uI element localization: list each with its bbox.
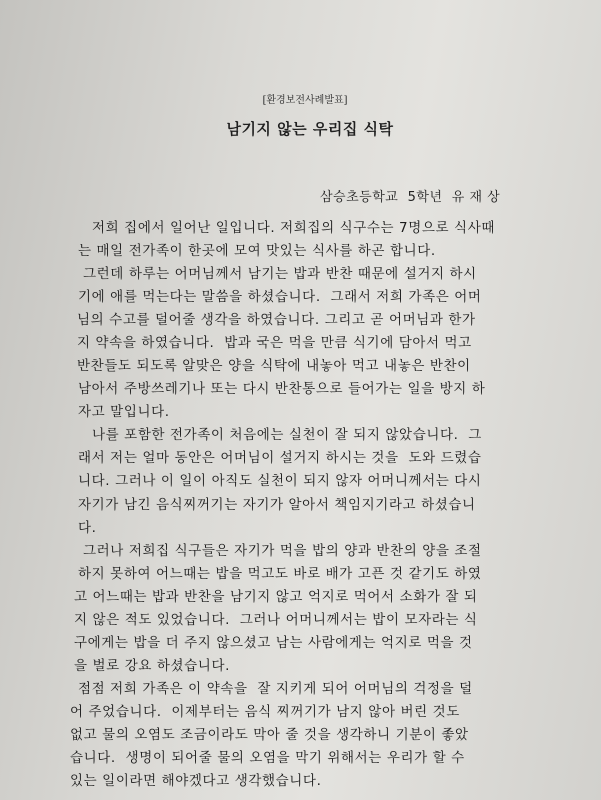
body-line: 다. xyxy=(78,520,97,536)
body-line: 기에 애를 먹는다는 말씀을 하셨습니다. 그래서 저희 가족은 어머 xyxy=(78,289,482,305)
body-line: 있는 일이라면 해야겠다고 생각했습니다. xyxy=(70,773,322,789)
body-line: 반찬들도 되도록 알맞은 양을 식탁에 내놓아 먹고 내놓은 반찬이 xyxy=(77,358,471,374)
body-line: 나를 포함한 전가족이 처음에는 실천이 잘 되지 않았습니다. 그 xyxy=(92,427,482,443)
body-line: 습니다. 생명이 되어줄 물의 오염을 막기 위해서는 우리가 할 수 xyxy=(70,750,465,766)
document-title: 남기지 않는 우리집 식탁 xyxy=(226,120,394,138)
body-line: 그러나 저희집 식구들은 자기가 먹을 밥의 양과 반찬의 양을 조절 xyxy=(83,543,482,559)
author-byline: 삼승초등학교 5학년 유 재 상 xyxy=(320,190,501,205)
body-line: 저희 집에서 일어난 일입니다. 저희집의 식구수는 7명으로 식사때 xyxy=(92,220,495,236)
body-line: 그런데 하루는 어머님께서 남기는 밥과 반찬 때문에 설거지 하시 xyxy=(83,266,477,282)
body-line: 는 매일 전가족이 한곳에 모여 맛있는 식사를 하곤 합니다. xyxy=(78,243,436,259)
body-line: 지 않은 적도 있었습니다. 그러나 어머니께서는 밥이 모자라는 식 xyxy=(74,612,478,628)
body-line: 고 어느때는 밥과 반찬을 남기지 않고 억지로 먹어서 소화가 잘 되 xyxy=(74,589,478,605)
body-line: 없고 물의 오염도 조금이라도 막아 줄 것을 생각하니 기분이 좋았 xyxy=(70,727,469,743)
body-line: 하지 못하여 어느때는 밥을 먹고도 바로 배가 고픈 것 같기도 하였 xyxy=(78,566,482,582)
body-line: 구에게는 밥을 더 주지 않으셨고 남는 사람에게는 억지로 먹을 것 xyxy=(74,635,473,651)
category-label: [환경보전사례발표] xyxy=(262,95,348,106)
body-line: 어 주었습니다. 이제부터는 음식 찌꺼기가 남지 않아 버린 것도 xyxy=(70,704,460,720)
body-line: 자기가 남긴 음식찌꺼기는 자기가 알아서 책임지기라고 하셨습니 xyxy=(78,497,476,513)
body-line: 점점 저희 가족은 이 약속을 잘 지키게 되어 어머님의 걱정을 덜 xyxy=(78,681,473,697)
body-line: 지 약속을 하였습니다. 밥과 국은 먹을 만큼 식기에 담아서 먹고 xyxy=(77,335,472,351)
body-line: 자고 말입니다. xyxy=(78,404,170,420)
body-line: 을 벌로 강요 하셨습니다. xyxy=(74,658,230,674)
body-line: 님의 수고를 덜어줄 생각을 하였습니다. 그리고 곧 어머님과 한가 xyxy=(77,312,476,328)
body-line: 니다. 그러나 이 일이 아직도 실천이 되지 않자 어머니께서는 다시 xyxy=(78,473,482,489)
body-line: 래서 저는 얼마 동안은 어머님이 설거지 하시는 것을 도와 드렸습 xyxy=(78,450,482,466)
body-line: 남아서 주방쓰레기나 또는 다시 반찬통으로 들어가는 일을 방지 하 xyxy=(78,381,486,397)
